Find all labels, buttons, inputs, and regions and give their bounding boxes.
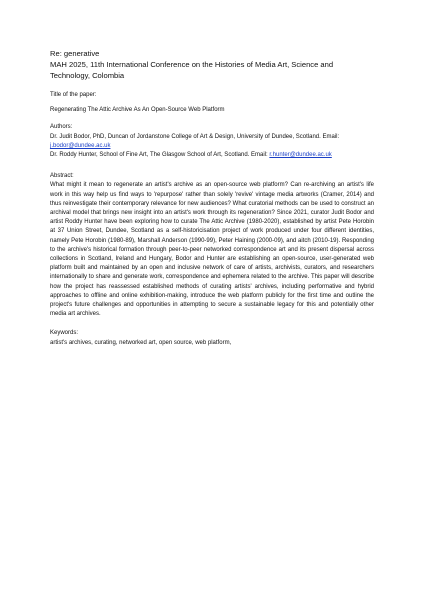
author-1-email-link[interactable]: j.bodor@dundee.ac.uk — [50, 142, 111, 149]
keywords-label: Keywords: — [50, 330, 79, 337]
author-2-affiliation: Dr. Roddy Hunter, School of Fine Art, The Glasgow School of Art, Scotland. Email: — [50, 152, 270, 159]
author-1-affiliation: Dr. Judit Bodor, PhD, Duncan of Jordanstone College of Art & Design, University of Dundee, Scotland. Email: — [50, 133, 340, 140]
abstract-label: Abstract: — [50, 173, 74, 180]
header-line-2: MAH 2025, 11th International Conference on the Histories of Media Art, Science and Technology, Colombia — [50, 60, 334, 80]
abstract-text: What might it mean to regenerate an artist's archive as an open-source web platform? Can re-archiving an artist's life work in this way help us find ways to 'repurpose' rather than solely 'revive' vintage media artworks (Cramer, 2014) and thus reinvestigate their contemporary relevance for new audiences? What curatorial methods can be used to construct an archival model that brings new insight into an artist's work through its regeneration? Since 2021, curator Judit Bodor and artist Roddy Hunter have been exploring how to curate The Attic Archive (1980-2020), established by artist Pete Horobin at 37 Union Street, Dundee, Scotland as a self-historicisation project of work produced under four different identities, namely Pete Horobin (1980-89), Marshall Anderson (1990-99), Peter Haining (2000-09), and aitch (2010-19). Responding to the archive's historical formation through peer-to-peer networked correspondence art and its present dispersal across collections in Scotland, Ireland and Hungary, Bodor and Hunter are establishing an open-source, user-generated web platform built and maintained by an open and inclusive network of care of artists, archivists, curators, and researchers internationally to share and generate work, correspondence and ephemera related to the archive. This paper will describe how the project has reassessed established methods of curating artists' archives, including performative and hybrid approaches to offline and online exhibition-making, introduce the web platform publicly for the first time and outline the project's future challenges and opportunities in attempting to secure a sustainable legacy for this and potentially other media art archives. — [50, 182, 374, 318]
author-1 — [50, 133, 374, 151]
paper-title: Regenerating The Attic Archive As An Open-Source Web Platform — [50, 107, 225, 114]
author-2 — [50, 151, 374, 160]
keywords-text: artist's archives, curating, networked art, open source, web platform, — [50, 339, 232, 346]
title-section — [50, 91, 374, 115]
document-header — [50, 48, 374, 81]
abstract-section — [50, 172, 374, 319]
author-2-email-link[interactable]: r.hunter@dundee.ac.uk — [269, 152, 332, 159]
header-line-1: Re: generative — [50, 49, 100, 58]
keywords-section — [50, 329, 374, 347]
title-label: Title of the paper: — [50, 92, 97, 98]
authors-section — [50, 123, 374, 160]
authors-label: Authors: — [50, 124, 73, 131]
